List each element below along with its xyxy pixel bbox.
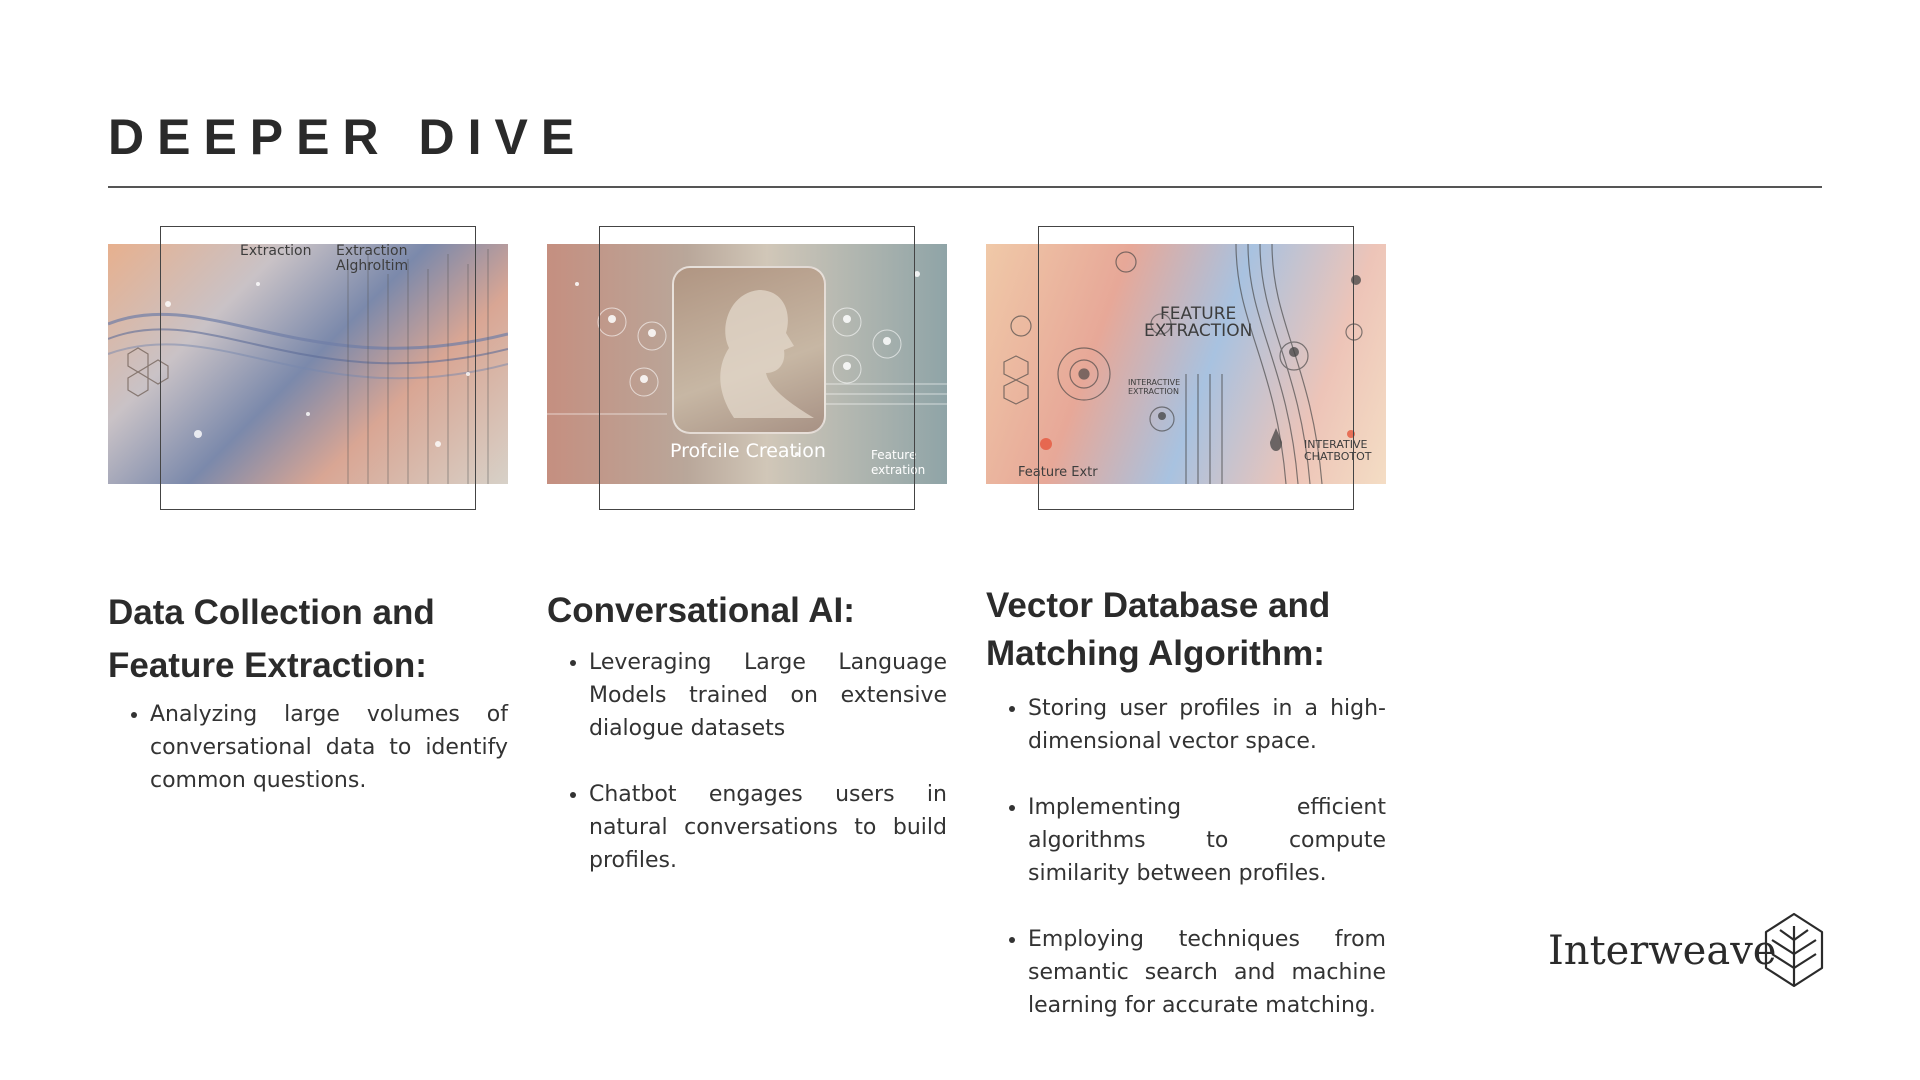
list-item: • Analyzing large volumes of conversational data to identify common questions. (150, 698, 508, 797)
list-item: • Employing techniques from semantic search and machine learning for accurate matching. (1028, 923, 1386, 1022)
list-item: • Implementing efficient algorithms to compute similarity between profiles. (1028, 791, 1386, 890)
image-label: INTERATIVE CHATBOTOT (1304, 438, 1372, 463)
image-label: FEATURE EXTRACTION (1144, 304, 1253, 341)
column-heading: Data Collection and Feature Extraction: (108, 593, 435, 685)
image-label: Feature Extr (1018, 465, 1098, 480)
list-item: • Leveraging Large Language Models trained on extensive dialogue datasets (589, 646, 947, 745)
data-collection-image (108, 244, 508, 484)
leaf-logo-icon (1764, 912, 1824, 988)
list-item: • Chatbot engages users in natural conversations to build profiles. (589, 778, 947, 877)
image-label: Extraction (240, 244, 312, 259)
bullet-list (547, 646, 947, 910)
vector-database-image (986, 244, 1386, 484)
bullet-list (108, 698, 508, 830)
image-label: Feature extration (871, 448, 926, 477)
column-heading: Conversational AI: (547, 591, 855, 630)
image-label: Extraction Alghroltim (336, 244, 409, 274)
title-divider (108, 186, 1822, 188)
list-item: • Storing user profiles in a high-dimensional vector space. (1028, 692, 1386, 758)
logo-text: Interweave (1548, 928, 1777, 974)
head-silhouette-icon (672, 266, 826, 434)
column-heading: Vector Database and Matching Algorithm: (986, 586, 1331, 673)
conversational-ai-image (547, 244, 947, 484)
bullet-list (986, 692, 1386, 1055)
image-label: INTERACTIVE EXTRACTION (1128, 378, 1181, 396)
page-title: DEEPER DIVE (108, 109, 588, 165)
image-label: Profcile Creation (670, 440, 826, 462)
